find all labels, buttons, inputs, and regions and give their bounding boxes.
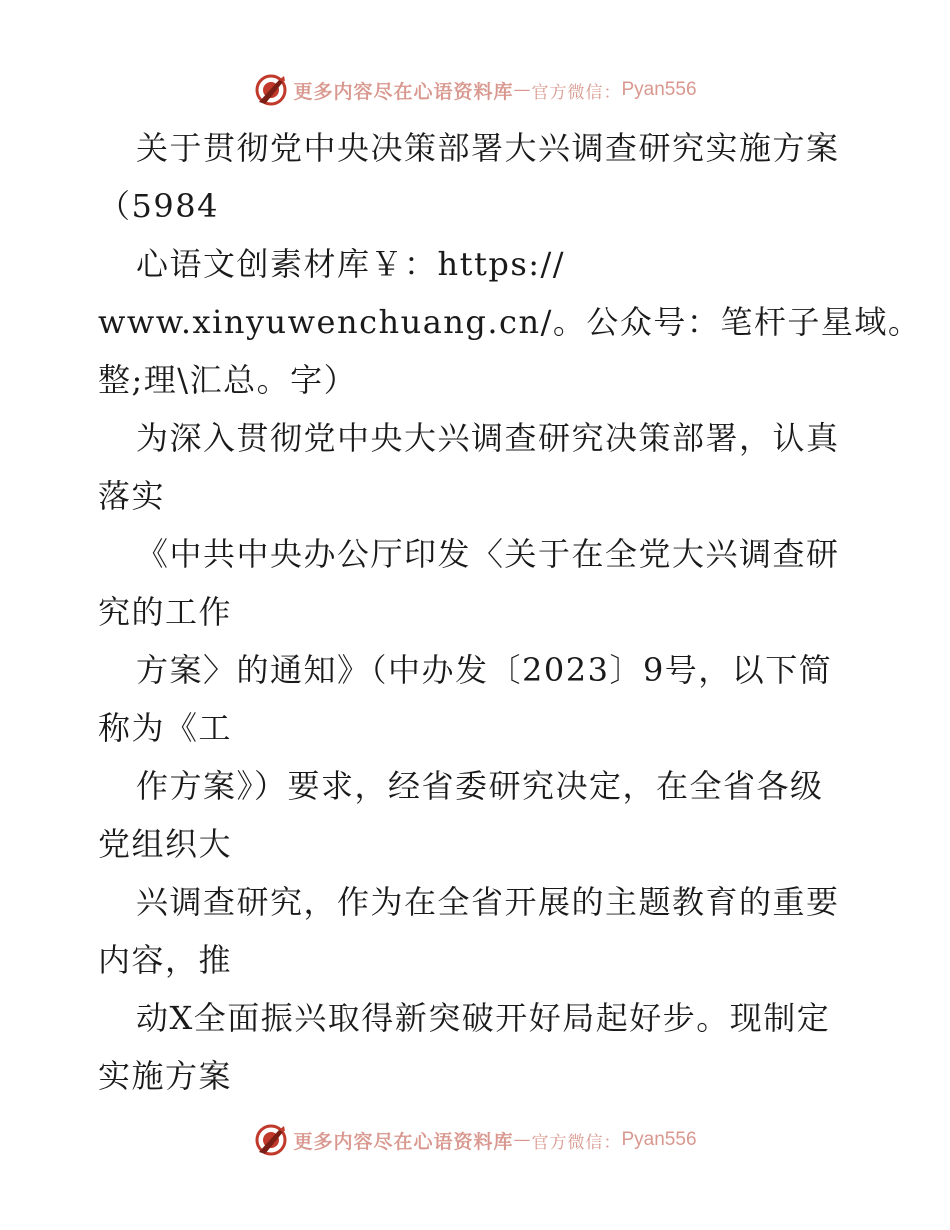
text-line: 称为《工 xyxy=(98,709,233,747)
header-watermark-banner xyxy=(0,70,950,110)
footer-watermark-banner xyxy=(0,1120,950,1160)
text-line: 作方案》）要求，经省委研究决定，在全省各级 xyxy=(136,767,824,805)
banner-text: 更多内容尽在心语资料库 xyxy=(293,80,514,103)
pen-logo-icon xyxy=(253,72,289,108)
text-line: 为深入贯彻党中央大兴调查研究决策部署，认真 xyxy=(136,419,840,457)
banner-official-label: 官方微信： xyxy=(531,82,622,103)
document-body xyxy=(98,119,922,1105)
banner-dash: — xyxy=(513,80,532,100)
banner-wechat-id: Pyan556 xyxy=(621,1129,697,1150)
pen-logo-icon xyxy=(253,1122,289,1158)
text-line: 方案〉的通知》（中办发〔2023〕9号，以下简 xyxy=(136,651,833,689)
banner-text: 更多内容尽在心语资料库 xyxy=(293,1130,514,1153)
text-line: 兴调查研究，作为在全省开展的主题教育的重要 xyxy=(136,883,840,921)
text-line: 究的工作 xyxy=(98,593,233,631)
text-line: 心语文创素材库￥：https:// xyxy=(136,245,566,283)
text-line: 《中共中央办公厅印发〈关于在全党大兴调查研 xyxy=(136,535,840,573)
text-line: 党组织大 xyxy=(98,825,233,863)
text-line: 内容，推 xyxy=(98,941,233,979)
banner-dash: — xyxy=(513,1130,532,1150)
text-line: 实施方案 xyxy=(98,1057,233,1095)
text-line: 落实 xyxy=(98,477,166,515)
text-line: （5984 xyxy=(98,187,219,225)
text-line: 关于贯彻党中央决策部署大兴调查研究实施方案 xyxy=(136,129,840,167)
text-line: 动X全面振兴取得新突破开好局起好步。现制定 xyxy=(136,999,831,1037)
banner-wechat-id: Pyan556 xyxy=(621,79,697,100)
text-line: 整;理\汇总。字） xyxy=(98,361,358,399)
text-line: www.xinyuwenchuang.cn/。公众号：笔杆子星域。 xyxy=(98,303,922,341)
banner-official-label: 官方微信： xyxy=(531,1132,622,1153)
